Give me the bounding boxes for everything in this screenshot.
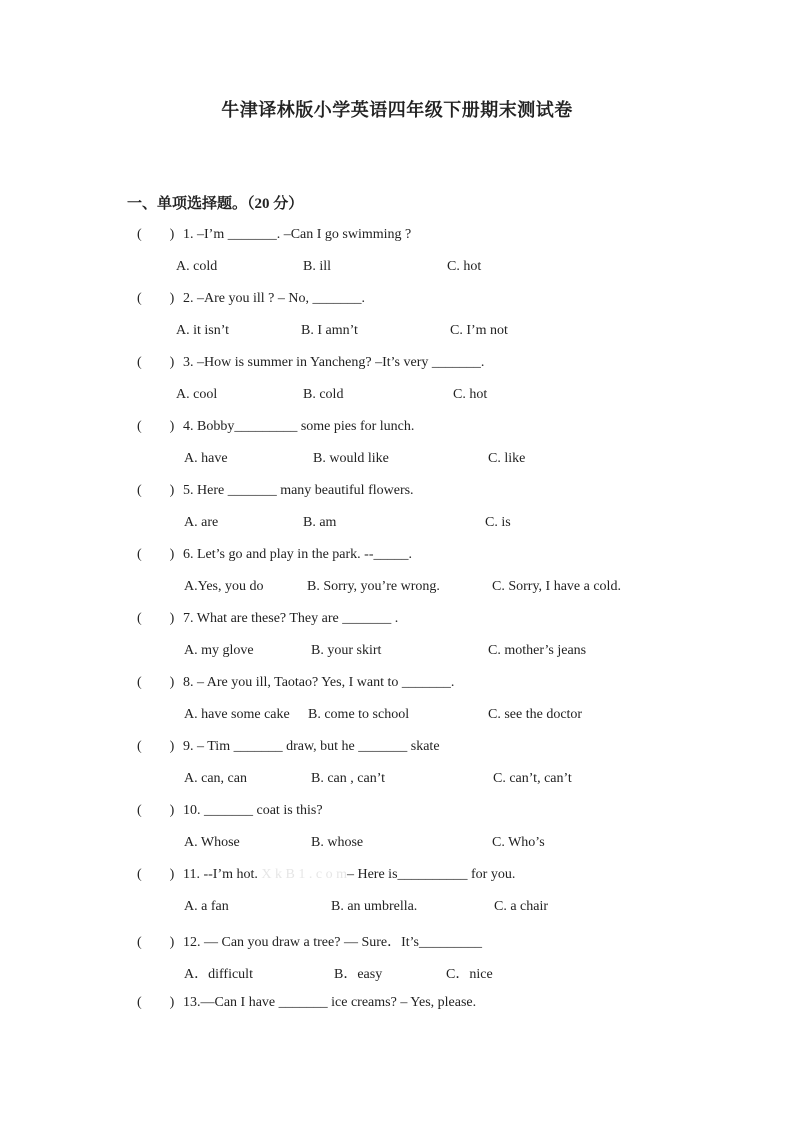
answer-paren[interactable]: ( )	[137, 935, 175, 950]
option-a: A. have some cake	[184, 707, 290, 722]
option-c: C. see the doctor	[488, 707, 583, 722]
option-a: A. a fan	[184, 899, 229, 914]
option-c: C. Sorry, I have a cold.	[492, 579, 621, 594]
answer-paren[interactable]: ( )	[137, 867, 175, 882]
question-text: 11. --I’m hot.	[183, 867, 258, 882]
question-text: 6. Let’s go and play in the park. --_____.	[183, 547, 413, 562]
option-a: A. have	[184, 451, 228, 466]
option-b: B. come to school	[308, 707, 410, 722]
option-a: A. are	[184, 515, 219, 530]
answer-paren[interactable]: ( )	[137, 419, 175, 434]
answer-paren[interactable]: ( )	[137, 611, 175, 626]
question-text: 5. Here _______ many beautiful flowers.	[183, 483, 414, 498]
option-a: A.Yes, you do	[184, 579, 264, 594]
answer-paren[interactable]: ( )	[137, 675, 175, 690]
section-heading: 一、单项选择题。（20 分）	[127, 196, 304, 212]
option-b: B. would like	[313, 451, 389, 466]
option-b: B. can , can’t	[311, 771, 385, 786]
question-11	[137, 867, 515, 883]
option-b: B. your skirt	[311, 643, 382, 658]
question-text: 7. What are these? They are _______ .	[183, 611, 399, 626]
question-text: 12. — Can you draw a tree? — Sure．It’s_________	[183, 935, 482, 950]
option-c: C. is	[485, 515, 511, 530]
option-a: A. cool	[176, 387, 218, 402]
question-text: 8. – Are you ill, Taotao? Yes, I want to _______.	[183, 675, 455, 690]
question-4	[137, 419, 414, 435]
option-b: B. Sorry, you’re wrong.	[307, 579, 440, 594]
question-text: 1. –I’m _______. –Can I go swimming ?	[183, 227, 412, 242]
option-a: A. my glove	[184, 643, 254, 658]
answer-paren[interactable]: ( )	[137, 483, 175, 498]
question-13	[137, 995, 476, 1011]
question-6	[137, 547, 412, 563]
question-text: 9. – Tim _______ draw, but he _______ skate	[183, 739, 440, 754]
option-b: B. cold	[303, 387, 344, 402]
question-2	[137, 291, 365, 307]
option-c: C. mother’s jeans	[488, 643, 587, 658]
option-b: B. ill	[303, 259, 332, 274]
question-text: 3. –How is summer in Yancheng? –It’s very _______.	[183, 355, 485, 370]
option-c: C. a chair	[494, 899, 549, 914]
option-c: C. can’t, can’t	[493, 771, 572, 786]
answer-paren[interactable]: ( )	[137, 803, 175, 818]
option-c: C. I’m not	[450, 323, 508, 338]
question-7	[137, 611, 398, 627]
question-9	[137, 739, 440, 755]
option-c: C．nice	[446, 967, 493, 982]
option-b: B. whose	[311, 835, 364, 850]
option-a: A. it isn’t	[176, 323, 230, 338]
answer-paren[interactable]: ( )	[137, 995, 175, 1010]
option-b: B. I amn’t	[301, 323, 358, 338]
answer-paren[interactable]: ( )	[137, 227, 175, 242]
question-12	[137, 931, 482, 951]
answer-paren[interactable]: ( )	[137, 739, 175, 754]
question-5	[137, 483, 414, 499]
option-c: C. Who’s	[492, 835, 545, 850]
option-b: B. an umbrella.	[331, 899, 418, 914]
answer-paren[interactable]: ( )	[137, 355, 175, 370]
option-b: B. am	[303, 515, 337, 530]
question-text: 13.—Can I have _______ ice creams? – Yes, please.	[183, 995, 477, 1010]
question-text: 2. –Are you ill ? – No, _______.	[183, 291, 365, 306]
answer-paren[interactable]: ( )	[137, 291, 175, 306]
option-c: C. hot	[447, 259, 482, 274]
option-b: B．easy	[334, 967, 383, 982]
option-c: C. hot	[453, 387, 488, 402]
watermark: X k B 1 . c o m	[261, 867, 347, 882]
option-a: A. can, can	[184, 771, 247, 786]
option-a: A．difficult	[184, 967, 253, 982]
option-c: C. like	[488, 451, 526, 466]
question-1	[137, 227, 411, 243]
answer-paren[interactable]: ( )	[137, 547, 175, 562]
question-text: 10. _______ coat is this?	[183, 803, 323, 818]
option-a: A. cold	[176, 259, 218, 274]
page-title: 牛津译林版小学英语四年级下册期末测试卷	[221, 100, 573, 120]
question-text-continued: – Here is__________ for you.	[346, 867, 516, 882]
option-a: A. Whose	[184, 835, 240, 850]
question-8	[137, 675, 454, 691]
question-text: 4. Bobby_________ some pies for lunch.	[183, 419, 415, 434]
question-3	[137, 355, 484, 371]
question-10	[137, 803, 323, 819]
